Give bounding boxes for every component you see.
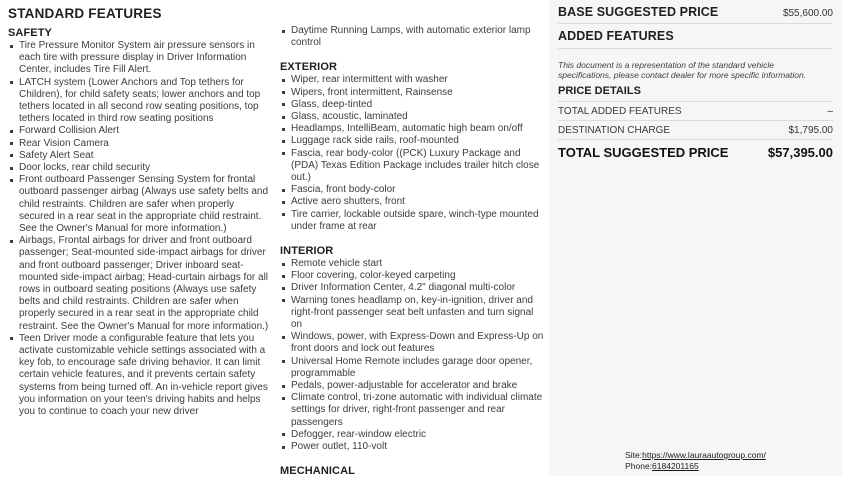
price-details-heading: PRICE DETAILS [558, 80, 833, 102]
price-detail-value: – [827, 106, 833, 117]
feature-item: Universal Home Remote includes garage door opener, programmable [280, 356, 544, 380]
phone-label: Phone: [625, 461, 653, 471]
feature-list [280, 258, 544, 453]
section-heading: MECHANICAL [280, 465, 355, 478]
section-heading: INTERIOR [280, 245, 334, 258]
feature-section [280, 61, 544, 233]
standard-features-column-left [8, 0, 272, 418]
feature-item: Wipers, front intermittent, Rainsense [280, 87, 544, 99]
total-price-label: TOTAL SUGGESTED PRICE [558, 145, 729, 160]
price-detail-label: TOTAL ADDED FEATURES [558, 106, 682, 117]
added-features-row [558, 24, 833, 49]
feature-item: Glass, deep-tinted [280, 99, 544, 111]
feature-item: Fascia, front body-color [280, 184, 544, 196]
added-features-label: ADDED FEATURES [558, 29, 674, 43]
feature-item: Front outboard Passenger Sensing System for frontal outboard passenger airbag (Always use safety belts and child restraints. Children are safer when properly secured in a rear seat in the appropriate child restraint. See the Owner's Manual for more information.) [8, 174, 272, 235]
feature-list [8, 40, 272, 418]
feature-item: Remote vehicle start [280, 258, 544, 270]
phone-link[interactable]: 6184201165 [652, 461, 699, 471]
price-detail-row [558, 121, 833, 140]
feature-item: Warning tones headlamp on, key-in-ignition, driver and right-front passenger seat belt unfasten and turn signal on [280, 295, 544, 332]
feature-item: Floor covering, color-keyed carpeting [280, 270, 544, 282]
feature-section [280, 465, 544, 478]
price-detail-rows [558, 102, 833, 140]
feature-item: Fascia, rear body-color ((PCK) Luxury Package and (PDA) Texas Edition Package includes trailer hitch close out.) [280, 148, 544, 185]
feature-item: Door locks, rear child security [8, 162, 272, 174]
feature-item: Tire carrier, lockable outside spare, winch-type mounted under frame at rear [280, 209, 544, 233]
dealer-footer [549, 450, 842, 472]
features-middle-sections [280, 25, 544, 478]
standard-features-column-middle [280, 0, 544, 478]
total-price-value: $57,395.00 [767, 145, 833, 160]
price-detail-value: $1,795.00 [788, 125, 833, 136]
price-detail-row [558, 102, 833, 121]
price-summary-panel [549, 0, 842, 476]
price-detail-label: DESTINATION CHARGE [558, 125, 671, 136]
feature-section [8, 27, 272, 418]
total-price-row [558, 140, 833, 166]
feature-item: Daytime Running Lamps, with automatic exterior lamp control [280, 25, 544, 49]
base-price-row [558, 0, 833, 24]
feature-item: Luggage rack side rails, roof-mounted [280, 135, 544, 147]
disclaimer-text: This document is a representation of the standard vehicle specifications, please contact dealer for more specific information. [558, 60, 807, 80]
feature-item: Tire Pressure Monitor System air pressure sensors in each tire with pressure display in Driver Information Center, includes Tire Fill Alert. [8, 40, 272, 77]
site-link[interactable]: https://www.lauraautogroup.com/ [642, 450, 766, 460]
feature-item: Forward Collision Alert [8, 125, 272, 137]
feature-item: Glass, acoustic, laminated [280, 111, 544, 123]
page-title: STANDARD FEATURES [8, 6, 162, 21]
feature-item: Airbags, Frontal airbags for driver and front outboard passenger; Seat-mounted side-impact airbags for driver and front outboard passenger; Driver inboard seat-mounted side-impact airbag; Head-curtain airbags for all rows in outboard seating positions (Always use safety belts and child restraints. Children are safer when properly secured in a rear seat in the appropriate child restraint. See the Owner's Manual for more information.) [8, 235, 272, 333]
feature-item: Climate control, tri-zone automatic with individual climate settings for driver, right-front passenger and rear passengers [280, 392, 544, 429]
feature-item: Safety Alert Seat [8, 150, 272, 162]
feature-item: Driver Information Center, 4.2" diagonal multi-color [280, 282, 544, 294]
feature-section [280, 25, 544, 49]
site-label: Site: [625, 450, 643, 460]
dealer-footer-inner [625, 450, 766, 472]
feature-item: Headlamps, IntelliBeam, automatic high beam on/off [280, 123, 544, 135]
section-heading: EXTERIOR [280, 61, 338, 74]
feature-item: Rear Vision Camera [8, 138, 272, 150]
section-heading: SAFETY [8, 27, 52, 39]
base-price-value: $55,600.00 [782, 8, 833, 19]
feature-item: Windows, power, with Express-Down and Express-Up on front doors and lock out features [280, 331, 544, 355]
feature-list [280, 25, 544, 49]
feature-item: Defogger, rear-window electric [280, 429, 544, 441]
feature-item: Pedals, power-adjustable for accelerator and brake [280, 380, 544, 392]
base-price-label: BASE SUGGESTED PRICE [558, 5, 719, 19]
feature-item: Power outlet, 110-volt [280, 441, 544, 453]
feature-item: LATCH system (Lower Anchors and Top tethers for Children), for child safety seats; lower anchors and top tethers located in all second row seating positions, top tethers located in third row seating positions [8, 77, 272, 126]
feature-item: Active aero shutters, front [280, 196, 544, 208]
feature-item: Teen Driver mode a configurable feature that lets you activate customizable vehicle settings associated with a key fob, to encourage safe driving behavior. It can limit certain vehicle features, and it prevents certain safety systems from being turned off. An in-vehicle report gives you information on your teen's driving habits and helps you to continue to coach your new driver [8, 333, 272, 418]
features-left-sections [8, 27, 272, 418]
feature-section [280, 245, 544, 453]
feature-list [280, 74, 544, 233]
feature-item: Wiper, rear intermittent with washer [280, 74, 544, 86]
